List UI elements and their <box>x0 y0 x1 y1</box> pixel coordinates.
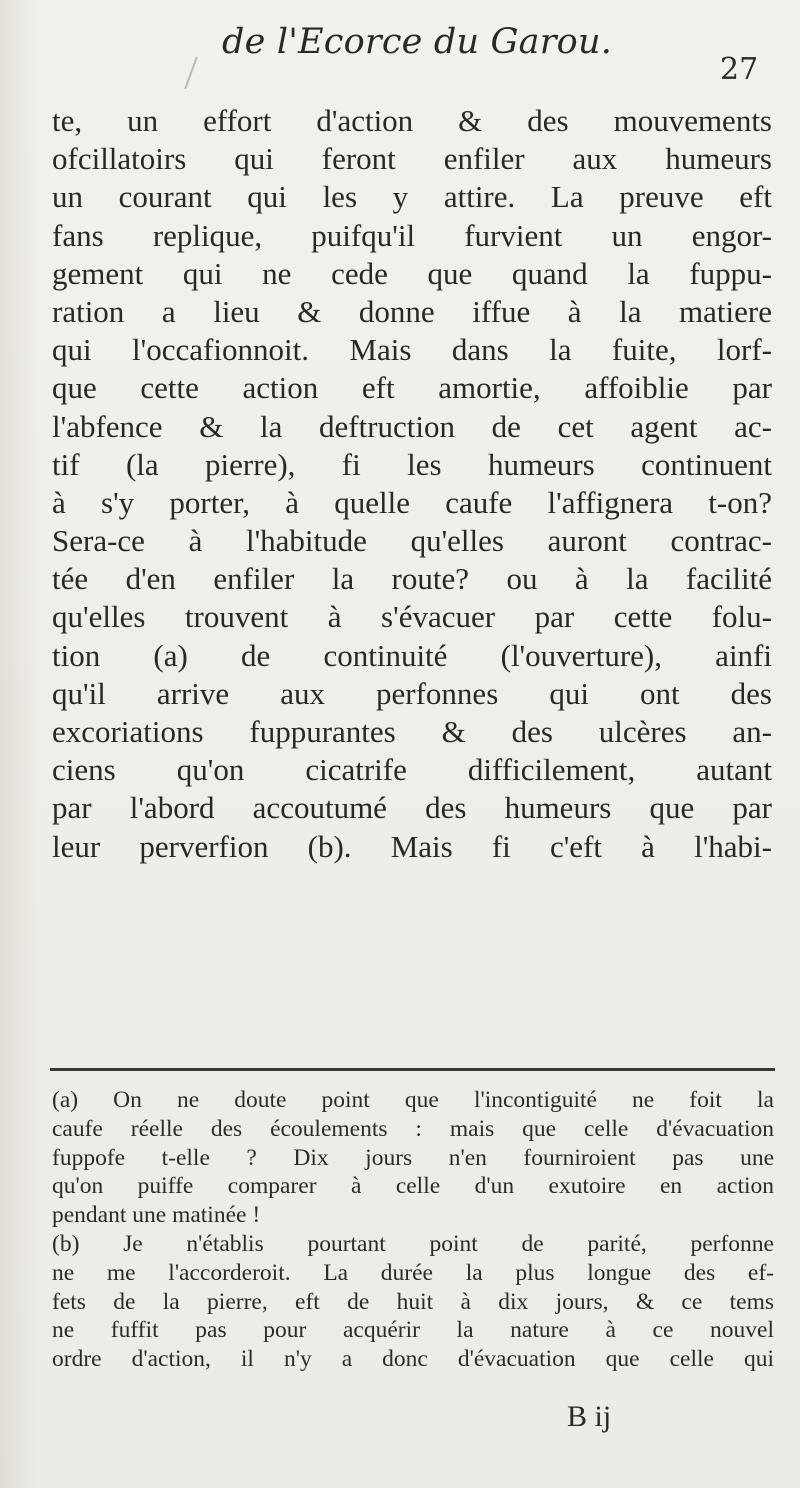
footnote-line: qu'on puiffe comparer à celle d'un exutoire en action <box>52 1173 774 1200</box>
text-line: ofcillatoirs qui feront enfiler aux humeurs <box>52 141 772 177</box>
text-line: à s'y porter, à quelle caufe l'affignera t-on? <box>52 484 772 520</box>
text-line: tif (la pierre), fi les humeurs continuent <box>52 446 772 482</box>
signature-mark: B ij <box>567 1400 612 1433</box>
footnotes <box>52 1086 774 1374</box>
footnote-line: pendant une matinée ! <box>52 1202 261 1229</box>
text-line: fans replique, puifqu'il furvient un engor- <box>52 217 772 253</box>
footnote-line: ordre d'action, il n'y a donc d'évacuation que celle qui <box>52 1346 774 1373</box>
running-title: de l'Ecorce du Garou. <box>222 22 613 62</box>
footnote-line: (b) Je n'établis pourtant point de parité, perfonne <box>52 1230 774 1257</box>
text-line: que cette action eft amortie, affoiblie par <box>52 370 772 406</box>
text-line: un courant qui les y attire. La preuve eft <box>52 179 772 215</box>
text-line: te, un effort d'action & des mouvements <box>52 103 772 138</box>
footnote-line: ne fuffit pas pour acquérir la nature à ce nouvel <box>52 1317 774 1344</box>
page-number: 27 <box>720 52 759 87</box>
text-line: par l'abord accoutumé des humeurs que par <box>52 790 772 826</box>
text-line: qu'elles trouvent à s'évacuer par cette folu- <box>52 599 772 635</box>
text-line: Sera-ce à l'habitude qu'elles auront contrac- <box>52 523 772 559</box>
text-line: ration a lieu & donne iffue à la matiere <box>52 293 772 329</box>
text-line: ciens qu'on cicatrife difficilement, autant <box>52 752 772 788</box>
footnote-line: (a) On ne doute point que l'incontiguité ne foit la <box>52 1087 774 1113</box>
text-line: qui l'occafionnoit. Mais dans la fuite, lorf- <box>52 332 772 368</box>
footnote-line: fuppofe t-elle ? Dix jours n'en fourniroient pas une <box>52 1144 774 1171</box>
text-line: leur perverfion (b). Mais fi c'eft à l'habi- <box>52 828 772 864</box>
text-line: gement qui ne cede que quand la fuppu- <box>52 255 772 291</box>
text-line: tion (a) de continuité (l'ouverture), ainfi <box>52 637 772 673</box>
footnote-line: fets de la pierre, eft de huit à dix jours, & ce tems <box>52 1288 774 1315</box>
text-line: tée d'en enfiler la route? ou à la facilité <box>52 561 772 597</box>
page-header <box>0 22 800 87</box>
footnote-line: caufe réelle des écoulements : mais que celle d'évacuation <box>52 1115 774 1142</box>
footnote-line: ne me l'accorderoit. La durée la plus longue des ef- <box>52 1259 774 1286</box>
main-text <box>52 102 772 866</box>
text-line: excoriations fuppurantes & des ulcères an- <box>52 714 772 749</box>
text-line: qu'il arrive aux perfonnes qui ont des <box>52 675 772 711</box>
footnote-divider <box>50 1068 775 1071</box>
text-line: l'abfence & la deftruction de cet agent ac- <box>52 408 772 444</box>
